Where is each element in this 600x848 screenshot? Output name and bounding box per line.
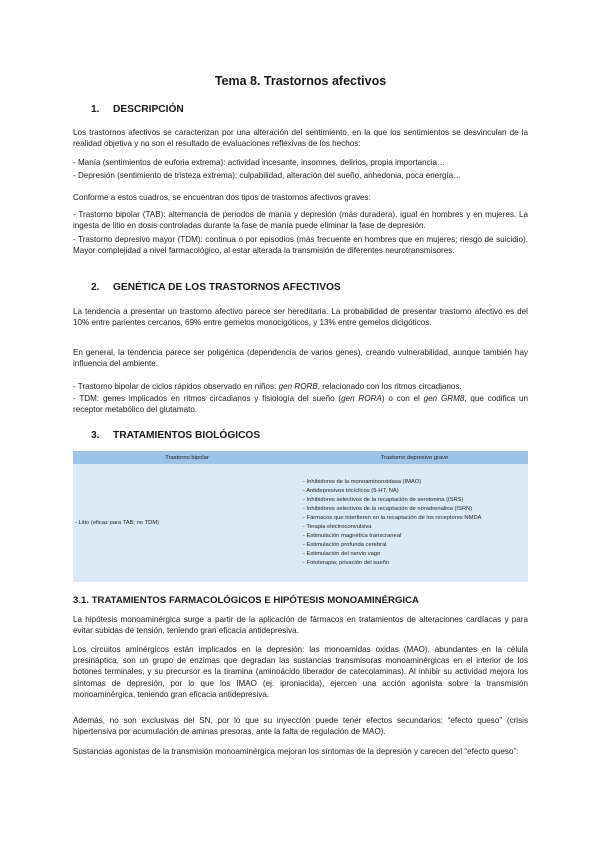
s2-paragraph-2: En general, la tendencia parece ser poligénica (dependencia de varios genes), creando vulnerabilidad, aunque también hay influencia del ambiente. [73, 348, 528, 369]
table-header-depresivo: Trastorno depresivo grave [301, 451, 528, 464]
s2-bullet-bipolar: - Trastorno bipolar de ciclos rápidos observado en niños: gen RORB, relacionado con los ritmos circadianos. [73, 382, 462, 391]
list-item: - Estimulación del nervio vago [303, 550, 381, 557]
table-header-bipolar: Trastorno bipolar [73, 451, 301, 464]
table-cell-bipolar: - Litio (eficaz para TAB; no TDM) [73, 464, 301, 582]
s31-paragraph-1: La hipótesis monoaminérgica surge a partir de la aplicación de fármacos en tratamientos de alteraciones cardíacas y para evitar subidas de tensión, teniendo gran eficacia antidepresiva. [73, 615, 528, 636]
list-item: - Antidepresivos tricíclicos (5-HT, NA) [303, 488, 399, 495]
s31-paragraph-4: Sustancias agonistas de la transmisión monoaminérgica mejoran los síntomas de la depresión y carecen del “efecto queso”: [73, 747, 519, 756]
s31-paragraph-3: Además, no son exclusivas del SN, por lo que su inyección puede tener efectos secundarios: “efecto queso” (crisis hipertensiva por acumulación de aminas presoras, ante la falta de regulación de MAO). [73, 716, 528, 737]
s2-paragraph-1: La tendencia a presentar un trastorno afectivo parece ser hereditaria. La probabilidad de presentar trastorno afectivo es del 10% entre parientes cercanos, 69% entre gemelos monocigóticos, y 13% entre gemelos dicigóticos. [73, 307, 528, 328]
treatments-table [73, 451, 528, 582]
list-item: - Fototerapia; privación del sueño [303, 559, 390, 566]
list-item: - Estimulación magnética transcraneal [303, 532, 402, 539]
section-2-heading: 2. GENÉTICA DE LOS TRASTORNOS AFECTIVOS [91, 282, 341, 293]
s1-paragraph-1: Los trastornos afectivos se caracterizan por una alteración del sentimiento, en la que los sentimientos se desvinculan de la realidad objetiva y no son el resultado de evaluaciones reflexivas de los hechos: [73, 128, 528, 149]
section-1-heading: 1. DESCRIPCIÓN [91, 104, 184, 115]
s1-bullet-tdm: - Trastorno depresivo mayor (TDM): continua o por episodios (más frecuente en hombres que en mujeres; riesgo de suicidio). Mayor complejidad a nivel farmacológico, al estar alterada la transmisión de diferentes neurotransmisores. [73, 235, 528, 256]
s1-bullet-depresion: - Depresión (sentimiento de tristeza extrema): culpabilidad, alteración del sueño, anhedonia, poca energía… [73, 171, 462, 180]
list-item: - Inhibidores de la monoaminooxidasa (IMAO) [303, 479, 422, 486]
table-cell-depresivo [301, 464, 528, 582]
list-item: - Inhibidores selectivos de la recaptación de noradrenalina (ISRN) [303, 506, 473, 513]
list-item: - Inhibidores selectivos de la recaptación de serotonina (ISRS) [303, 497, 464, 504]
section-3-heading: 3. TRATAMIENTOS BIOLÓGICOS [91, 430, 261, 441]
list-item: - Terapia electroconvulsiva [303, 524, 372, 530]
list-item: - Estimulación profunda cerebral [303, 541, 387, 548]
list-item: - Fármacos que interfieren en la recaptación de los receptores NMDA [303, 515, 482, 522]
section-3-1-heading: 3.1. TRATAMIENTOS FARMACOLÓGICOS E HIPÓTESIS MONOAMINÉRGICA [73, 595, 419, 606]
s1-bullet-mania: - Manía (sentimientos de euforia extrema): actividad incesante, insomnes, delirios, propia importancia… [73, 158, 446, 167]
page-title: Tema 8. Trastornos afectivos [214, 74, 387, 88]
s1-bullet-tab: - Trastorno bipolar (TAB): alternancia de periodos de manía y depresión (más duradera), igual en hombres y en mujeres. La ingesta de litio en dosis controladas durante la fase de manía puede eliminar la fase de depresión. [73, 210, 528, 231]
s1-paragraph-2: Conforme a estos cuadros, se encuentran dos tipos de trastornos afectivos graves: [73, 193, 371, 202]
s31-paragraph-2: Los circuitos aminérgicos están implicados en la depresión: las monoamidas oxidas (MAO), abundantes en la célula presináptica, son un grupo de enzimas que degradan las sustancias transmisoras monoaminérgicas en el interior de los botones terminales, y su precursor es la tiramina (aminoácido liberador de catecolaminas). Al inhibir su actividad mejora los síntomas de depresión, por lo que los IMAO (ej. iproniacida), ejercen una acción agonista sobre la transmisión monoaminérgica, teniendo gran eficacia antidepresiva. [73, 645, 528, 699]
s2-bullet-tdm: - TDM: genes implicados en ritmos circadianos y fisiología del sueño (gen RORA) o con el gen GRM8, que codifica un receptor metabólico del glutamato. [73, 394, 529, 415]
